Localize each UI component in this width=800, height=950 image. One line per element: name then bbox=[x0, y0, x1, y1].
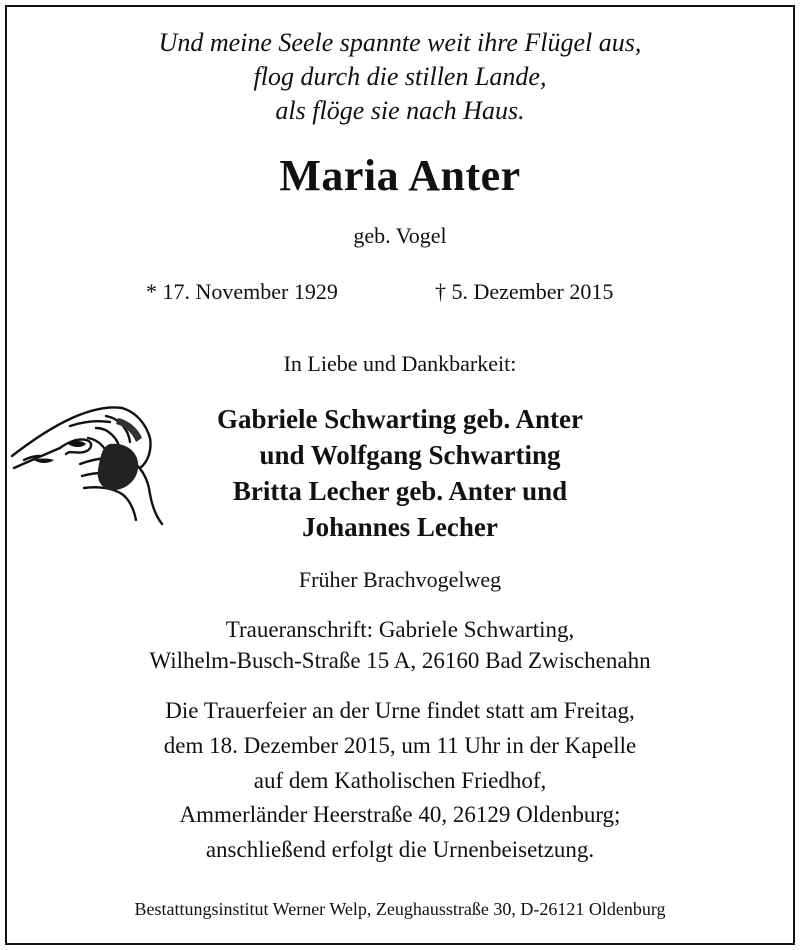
ceremony-line-4: Ammerländer Heerstraße 40, 26129 Oldenburg; bbox=[179, 802, 621, 827]
former-address: Früher Brachvogelweg bbox=[298, 567, 502, 592]
mourner-line-4: Johannes Lecher bbox=[302, 512, 498, 542]
funeral-home: Bestattungsinstitut Werner Welp, Zeughausstraße 30, D-26121 Oldenburg bbox=[134, 899, 666, 919]
poem-line-1: Und meine Seele spannte weit ihre Flügel aus, bbox=[158, 28, 642, 57]
ceremony-line-2: dem 18. Dezember 2015, um 11 Uhr in der Kapelle bbox=[163, 733, 637, 758]
ceremony-line-1: Die Trauerfeier an der Urne findet statt am Freitag, bbox=[165, 698, 635, 723]
mourner-line-2: und Wolfgang Schwarting bbox=[259, 440, 561, 470]
mourner-line-3: Britta Lecher geb. Anter und bbox=[232, 476, 568, 506]
mourning-address-line-2: Wilhelm-Busch-Straße 15 A, 26160 Bad Zwischenahn bbox=[149, 648, 651, 673]
mourning-address-line-1: Traueranschrift: Gabriele Schwarting, bbox=[225, 617, 575, 642]
ceremony-line-5: anschließend erfolgt die Urnenbeisetzung. bbox=[205, 837, 595, 862]
death-date: † 5. Dezember 2015 bbox=[435, 279, 614, 304]
ceremony-line-3: auf dem Katholischen Friedhof, bbox=[253, 768, 547, 793]
poem-line-2: flog durch die stillen Lande, bbox=[253, 62, 547, 91]
birth-date: * 17. November 1929 bbox=[146, 279, 338, 304]
deceased-name: Maria Anter bbox=[279, 151, 521, 200]
dedication: In Liebe und Dankbarkeit: bbox=[283, 351, 517, 376]
mourner-line-1: Gabriele Schwarting geb. Anter bbox=[217, 404, 583, 434]
poem-line-3: als flöge sie nach Haus. bbox=[275, 96, 525, 125]
maiden-name: geb. Vogel bbox=[353, 223, 447, 248]
